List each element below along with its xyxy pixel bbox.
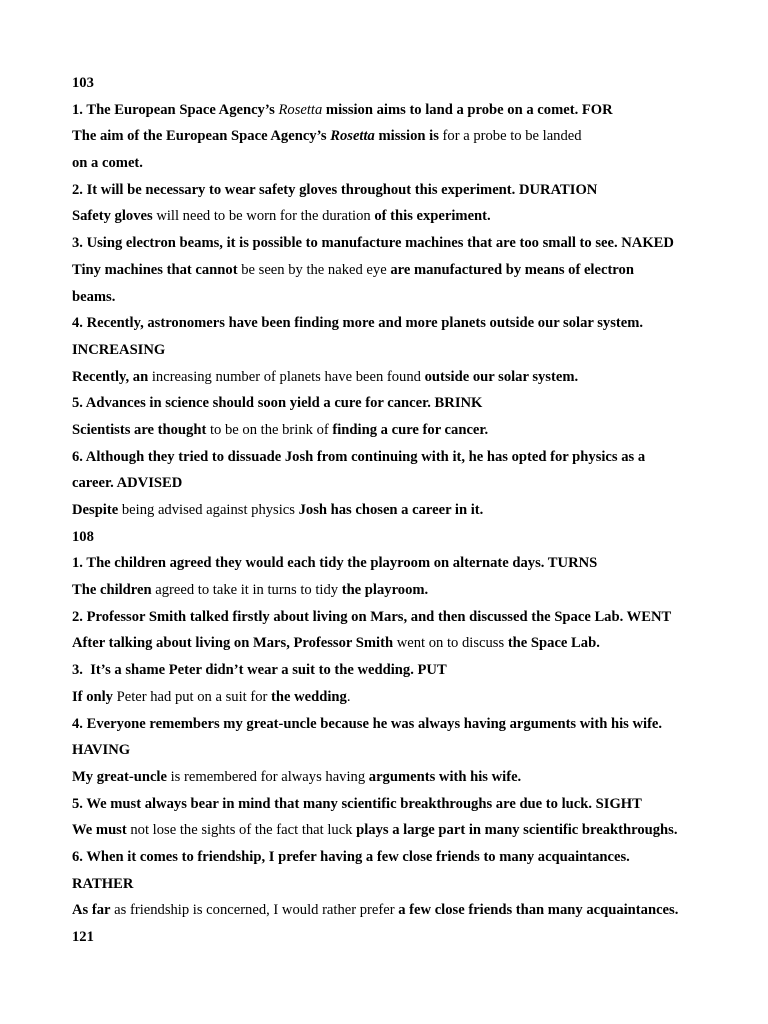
answer-text: The children agreed to take it in turns to tidy the playroom. [72,582,429,599]
answer-text-continued: beams. [72,288,116,305]
answer-text: Recently, an increasing number of planets have been found outside our solar system. [72,368,579,385]
question-text: 3. Using electron beams, it is possible to manufacture machines that are too small to see. NAKED [72,235,674,252]
question-text: 5. We must always bear in mind that many scientific breakthroughs are due to luck. SIGHT [72,795,642,812]
section-number: 103 [72,75,94,91]
answer-text: Scientists are thought to be on the brink of finding a cure for cancer. [72,421,489,438]
answer-text: As far as friendship is concerned, I would rather prefer a few close friends than many acquaintances. [72,902,679,919]
answer-text: Despite being advised against physics Josh has chosen a career in it. [72,502,484,518]
answer-text: Tiny machines that cannot be seen by the naked eye are manufactured by means of electron [72,261,634,278]
question-keyword: HAVING [72,742,131,759]
question-text: 6. When it comes to friendship, I prefer having a few close friends to many acquaintances. [72,848,630,865]
question-text: 3. It’s a shame Peter didn’t wear a suit to the wedding. PUT [72,662,447,679]
question-text: 2. It will be necessary to wear safety gloves throughout this experiment. DURATION [72,181,598,198]
answer-text: My great-uncle is remembered for always having arguments with his wife. [72,768,522,785]
answer-text: The aim of the European Space Agency’s Rosetta mission is for a probe to be landed [72,128,582,145]
question-text: 4. Recently, astronomers have been finding more and more planets outside our solar system. [72,315,644,332]
section-number: 121 [72,929,94,945]
question-text: 4. Everyone remembers my great-uncle because he was always having arguments with his wife. [72,715,663,732]
question-keyword: INCREASING [72,341,166,358]
answer-text: If only Peter had put on a suit for the wedding. [72,688,351,705]
question-text: 1. The children agreed they would each tidy the playroom on alternate days. TURNS [72,555,598,572]
question-text: 5. Advances in science should soon yield a cure for cancer. BRINK [72,395,483,412]
question-text: 2. Professor Smith talked firstly about living on Mars, and then discussed the Space Lab. WENT [72,608,672,625]
question-keyword: RATHER [72,875,134,892]
question-text: 1. The European Space Agency’s Rosetta mission aims to land a probe on a comet. FOR [72,101,613,118]
document-page [72,70,702,951]
section-number: 108 [72,528,94,545]
question-text-continued: career. ADVISED [72,475,183,492]
answer-text-continued: on a comet. [72,155,143,172]
question-text: 6. Although they tried to dissuade Josh from continuing with it, he has opted for physics as a [72,448,646,465]
answer-text: After talking about living on Mars, Professor Smith went on to discuss the Space Lab. [72,635,600,652]
answer-text: Safety gloves will need to be worn for the duration of this experiment. [72,208,491,225]
answer-text: We must not lose the sights of the fact that luck plays a large part in many scientific breakthroughs. [72,822,678,839]
